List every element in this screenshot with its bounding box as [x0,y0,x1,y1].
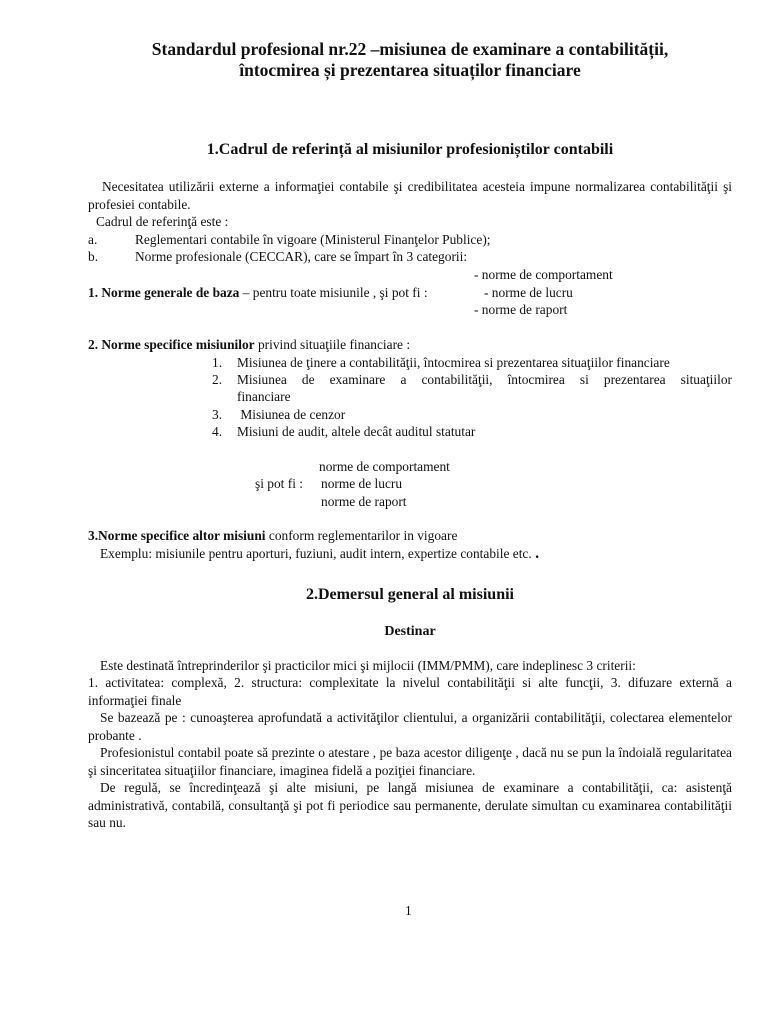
list-item-a-marker: a. [88,232,98,247]
norme-specifice-type-1: norme de comportament [319,459,450,474]
norme-alte-example [100,545,539,563]
misiune-item-3-text: Misiunea de cenzor [237,407,346,422]
section2-paragraph-2: 1. activitatea: complexă, 2. structura: complexitate la nivelul contabilităţii si alte funcţii, 3. difuzare externă a informaţiei finale [88,675,732,708]
norme-alte-desc: conform reglementarilor in vigoare [265,528,458,543]
norme-generale-type-3: - norme de raport [474,302,568,317]
document-title-line1: Standardul profesional nr.22 –misiunea de examinare a contabilității, [151,39,669,59]
list-item-b-marker: b. [88,249,99,264]
norme-specifice-type-3: norme de raport [321,494,407,509]
misiune-item-2-number: 2. [212,372,223,387]
norme-generale-label: 1. Norme generale de baza [88,285,240,300]
misiune-item-1-text: Misiunea de ţinere a contabilităţii, întocmirea si prezentarea situaţiilor financiare [237,355,670,370]
list-item-a-text: Reglementari contabile în vigoare (Ministerul Finanţelor Publice); [135,232,491,247]
section2-heading: 2.Demersul general al misiunii [306,586,514,603]
misiune-item-2-text: Misiunea de examinare a contabilităţii, întocmirea si prezentarea situaţiilor [237,372,732,387]
norme-generale-type-1: - norme de comportament [474,267,613,282]
norme-specifice-label: 2. Norme specifice misiunilor [88,337,255,352]
misiune-item-3-number: 3. [212,407,223,422]
norme-specifice-desc: privind situaţiile financiare : [254,337,411,352]
norme-specifice-line [88,336,410,354]
section1-heading: 1.Cadrul de referință al misiunilor profesioniștilor contabili [206,141,614,158]
cadru-referinta-line: Cadrul de referinţă este : [96,214,229,229]
norme-specifice-type-2: norme de lucru [321,476,403,491]
section2-paragraph-4: Profesionistul contabil poate să prezinte o atestare , pe baza acestor diligenţe , dacă nu se pun la îndoială regularitatea şi sinceritatea situaţiilor financiare, imaginea fidelă a poziţiei financiare. [88,745,732,778]
section2-subheading: Destinar [384,624,436,639]
section1-intro-paragraph: Necesitatea utilizării externe a informaţiei contabile şi credibilitatea acesteia impune normalizarea contabilităţii şi profesiei contabile. [88,179,732,212]
norme-alte-example-text: Exemplu: misiunile pentru aporturi, fuziuni, audit intern, expertize contabile etc. [100,546,532,561]
misiune-item-2-text-cont: financiare [237,389,291,404]
misiune-item-4-number: 4. [212,424,223,439]
norme-generale-line [88,284,428,302]
norme-generale-desc: – pentru toate misiunile , şi pot fi : [239,285,428,300]
norme-specifice-pot-fi: şi pot fi : [255,476,303,491]
norme-alte-line [88,527,457,545]
misiune-item-1-number: 1. [212,355,223,370]
section2-paragraph-1: Este destinată întreprinderilor şi practicilor mici şi mijlocii (IMM/PMM), care indeplinesc 3 criterii: [100,658,636,673]
misiune-item-4-text: Misiuni de audit, altele decât auditul statutar [237,424,476,439]
section2-paragraph-5: De regulă, se încredinţează şi alte misiuni, pe langă misiunea de examinare a contabilităţii, ca: asistenţă administrativă, contabilă, consultanţă şi pot fi periodice sau permanente, derulate simultan cu examinarea contabilităţii sau nu. [88,780,732,830]
list-item-b-text: Norme profesionale (CECCAR), care se împart în 3 categorii: [135,249,468,264]
norme-generale-type-2: - norme de lucru [484,285,573,300]
section2-paragraph-3: Se bazează pe : cunoaşterea aprofundată a activităţilor clientului, a organizării contabilităţii, colectarea elementelor probante . [88,710,732,743]
document-title-line2: întocmirea și prezentarea situaților financiare [239,60,581,80]
page-number: 1 [405,903,412,918]
norme-alte-label: 3.Norme specifice altor misiuni [88,528,266,543]
norme-alte-example-dot: . [535,545,540,562]
